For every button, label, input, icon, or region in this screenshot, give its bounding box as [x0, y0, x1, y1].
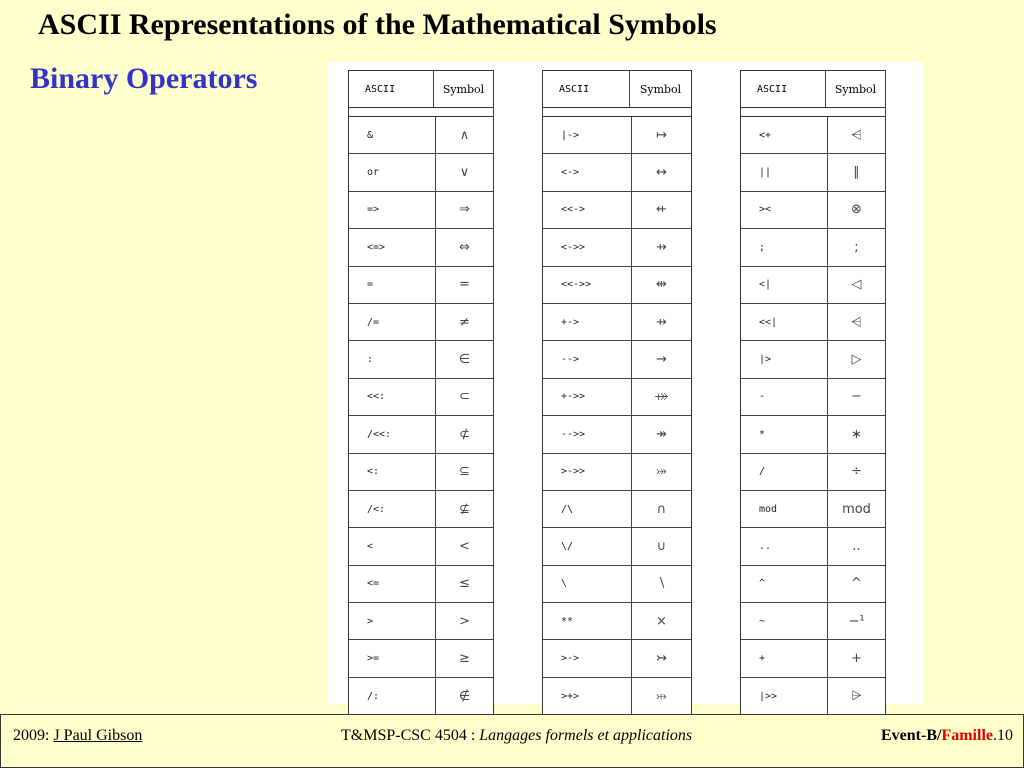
table-row: [349, 117, 493, 154]
ascii-cell: <|: [741, 267, 828, 303]
symbol-cell: ⩥: [851, 688, 862, 704]
symbol-cell: ∗: [851, 426, 862, 442]
table-row: [741, 192, 885, 229]
operator-table-3: [740, 70, 886, 715]
symbol-cell: ◁: [851, 277, 862, 293]
symbol-cell: ∧: [459, 127, 470, 143]
ascii-cell: +->: [543, 304, 632, 340]
footer-year: 2009:: [13, 727, 54, 744]
symbol-cell: >: [459, 613, 470, 629]
table-row: [543, 678, 691, 714]
ascii-cell: >+>: [543, 678, 632, 714]
ascii-cell: ..: [741, 528, 828, 564]
table-header: [741, 71, 885, 108]
ascii-cell: *: [741, 416, 828, 452]
table-row: [543, 117, 691, 154]
symbol-cell: ⇷: [656, 202, 667, 218]
ascii-cell: <<|: [741, 304, 828, 340]
tables-panel: [328, 62, 924, 704]
footer-course-title: Langages formels et applications: [479, 727, 693, 744]
ascii-cell: /<<:: [349, 416, 436, 452]
table-row: [349, 229, 493, 266]
ascii-cell: **: [543, 603, 632, 639]
table-row: [349, 640, 493, 677]
ascii-cell: /=: [349, 304, 436, 340]
symbol-cell: ∩: [656, 501, 667, 517]
symbol-cell: ^: [851, 576, 862, 592]
symbol-cell: ↔: [656, 165, 667, 181]
ascii-cell: |->: [543, 117, 632, 153]
symbol-cell: −¹: [848, 613, 865, 629]
symbol-cell: ⊈: [459, 501, 470, 517]
symbol-cell: ⊗: [851, 202, 862, 218]
footer-section-label: Event-B/: [881, 727, 942, 744]
table-row: [543, 341, 691, 378]
ascii-cell: \: [543, 566, 632, 602]
table-row: [543, 416, 691, 453]
table-row: [741, 341, 885, 378]
column-header-symbol: Symbol: [834, 82, 877, 96]
ascii-cell: <<->: [543, 192, 632, 228]
table-row: [741, 304, 885, 341]
table-row: [741, 640, 885, 677]
table-row: [741, 416, 885, 453]
symbol-cell: ⩤: [851, 314, 862, 330]
ascii-cell: :: [349, 341, 436, 377]
table-row: [349, 491, 493, 528]
symbol-cell: ⊆: [459, 464, 470, 480]
ascii-cell: +->>: [543, 379, 632, 415]
symbol-cell: ↣: [656, 651, 667, 667]
table-row: [349, 528, 493, 565]
footer-section: [881, 727, 1013, 745]
symbol-cell: ⇒: [459, 202, 470, 218]
symbol-cell: ⇹: [656, 277, 667, 293]
table-row: [741, 154, 885, 191]
symbol-cell: ↠: [656, 426, 667, 442]
ascii-cell: /: [741, 454, 828, 490]
table-row: [349, 566, 493, 603]
ascii-cell: mod: [741, 491, 828, 527]
table-row: [741, 603, 885, 640]
symbol-cell: ∖: [657, 576, 666, 592]
ascii-cell: >->: [543, 640, 632, 676]
table-row: [349, 192, 493, 229]
table-row: [349, 603, 493, 640]
slide-subtitle: Binary Operators: [30, 62, 258, 95]
ascii-cell: &: [349, 117, 436, 153]
table-row: [741, 491, 885, 528]
table-row: [741, 454, 885, 491]
slide-title: ASCII Representations of the Mathematical Symbols: [38, 8, 717, 41]
table-row: [543, 229, 691, 266]
symbol-cell: ⤀: [654, 389, 668, 405]
table-row: [543, 304, 691, 341]
ascii-cell: ><: [741, 192, 828, 228]
ascii-cell: >: [349, 603, 436, 639]
footer-course-code: T&MSP-CSC 4504 :: [341, 727, 480, 744]
symbol-cell: ⤖: [656, 464, 667, 480]
table-row: [543, 192, 691, 229]
ascii-cell: -: [741, 379, 828, 415]
symbol-cell: ⇔: [459, 239, 470, 255]
ascii-cell: <+: [741, 117, 828, 153]
column-header-ascii: ASCII: [543, 71, 630, 107]
symbol-cell: ≥: [459, 651, 470, 667]
table-row: [349, 304, 493, 341]
ascii-cell: =>: [349, 192, 436, 228]
table-row: [543, 566, 691, 603]
symbol-cell: ∈: [458, 352, 471, 368]
table-row: [349, 454, 493, 491]
table-header: [349, 71, 493, 108]
ascii-cell: ;: [741, 229, 828, 265]
ascii-cell: ||: [741, 154, 828, 190]
ascii-cell: -->: [543, 341, 632, 377]
symbol-cell: ∨: [459, 165, 470, 181]
symbol-cell: →: [656, 352, 667, 368]
table-row: [543, 379, 691, 416]
operator-table-1: [348, 70, 494, 715]
symbol-cell: mod: [842, 501, 871, 517]
ascii-cell: >->>: [543, 454, 632, 490]
symbol-cell: ⇸: [656, 239, 667, 255]
operator-table-2: [542, 70, 692, 715]
table-row: [349, 416, 493, 453]
table-row: [741, 678, 885, 714]
table-row: [741, 267, 885, 304]
ascii-cell: <->>: [543, 229, 632, 265]
column-header-ascii: ASCII: [741, 71, 826, 107]
symbol-cell: ⊄: [459, 426, 470, 442]
symbol-cell: +: [851, 651, 862, 667]
ascii-cell: ^: [741, 566, 828, 602]
column-header-symbol: Symbol: [442, 82, 485, 96]
table-header: [543, 71, 691, 108]
table-row: [741, 117, 885, 154]
column-header-ascii: ASCII: [349, 71, 434, 107]
symbol-cell: ⊂: [459, 389, 470, 405]
ascii-cell: /<:: [349, 491, 436, 527]
footer-section-highlight: Famille: [941, 727, 993, 744]
symbol-cell: <: [459, 538, 470, 554]
ascii-cell: <:: [349, 454, 436, 490]
table-row: [349, 267, 493, 304]
ascii-cell: or: [349, 154, 436, 190]
symbol-cell: −: [851, 389, 862, 405]
table-spacer: [741, 108, 885, 117]
table-spacer: [543, 108, 691, 117]
symbol-cell: ..: [852, 538, 861, 554]
table-row: [349, 154, 493, 191]
symbol-cell: ×: [656, 613, 667, 629]
ascii-cell: <: [349, 528, 436, 564]
ascii-cell: >=: [349, 640, 436, 676]
ascii-cell: <<->>: [543, 267, 632, 303]
table-row: [543, 491, 691, 528]
table-row: [543, 528, 691, 565]
table-row: [349, 678, 493, 714]
symbol-cell: ;: [854, 239, 859, 255]
footer-course: [341, 727, 692, 745]
footer-author: [13, 727, 142, 745]
symbol-cell: ≤: [459, 576, 470, 592]
table-row: [741, 229, 885, 266]
ascii-cell: \/: [543, 528, 632, 564]
ascii-cell: +: [741, 640, 828, 676]
symbol-cell: ⇸: [656, 314, 667, 330]
ascii-cell: |>: [741, 341, 828, 377]
table-row: [741, 566, 885, 603]
symbol-cell: ∥: [853, 165, 860, 181]
table-row: [543, 640, 691, 677]
ascii-cell: <->: [543, 154, 632, 190]
footer-page-number: .10: [993, 727, 1013, 744]
table-row: [543, 267, 691, 304]
symbol-cell: ÷: [851, 464, 862, 480]
author-link[interactable]: J Paul Gibson: [53, 727, 143, 744]
table-row: [741, 379, 885, 416]
ascii-cell: =: [349, 267, 436, 303]
symbol-cell: ▷: [851, 352, 862, 368]
table-spacer: [349, 108, 493, 117]
ascii-cell: <=: [349, 566, 436, 602]
table-row: [741, 528, 885, 565]
footer-bar: [0, 714, 1024, 768]
ascii-cell: -->>: [543, 416, 632, 452]
table-row: [543, 154, 691, 191]
table-row: [349, 341, 493, 378]
symbol-cell: ≠: [459, 314, 470, 330]
symbol-cell: ⩤: [851, 127, 862, 143]
ascii-cell: ~: [741, 603, 828, 639]
ascii-cell: /:: [349, 678, 436, 714]
ascii-cell: |>>: [741, 678, 828, 714]
ascii-cell: <=>: [349, 229, 436, 265]
symbol-cell: ∉: [458, 688, 471, 704]
table-row: [543, 603, 691, 640]
table-row: [543, 454, 691, 491]
ascii-cell: <<:: [349, 379, 436, 415]
symbol-cell: ⤔: [656, 688, 667, 704]
column-header-symbol: Symbol: [639, 82, 682, 96]
symbol-cell: ↦: [656, 127, 667, 143]
table-row: [349, 379, 493, 416]
symbol-cell: =: [459, 277, 470, 293]
ascii-cell: /\: [543, 491, 632, 527]
symbol-cell: ∪: [656, 538, 667, 554]
